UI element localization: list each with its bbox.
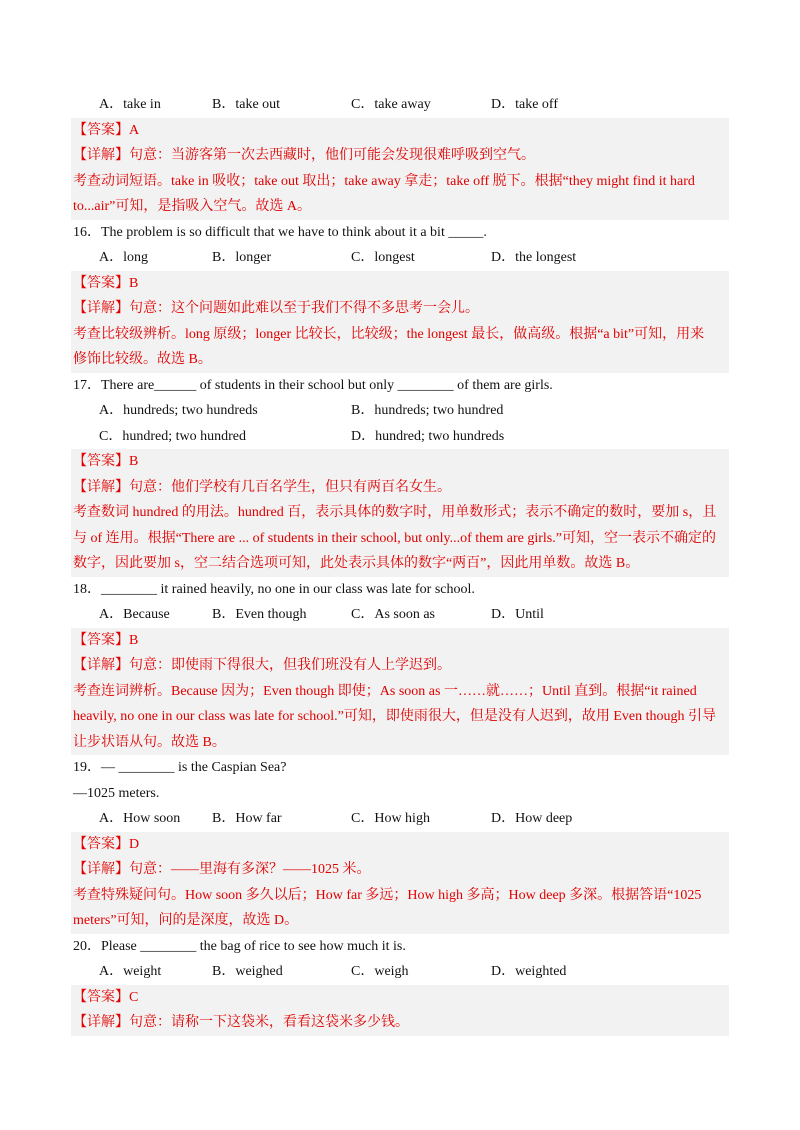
answer-box [71, 118, 729, 220]
answer-box [71, 832, 729, 934]
option-b: B．Even though [212, 607, 307, 622]
answer-line: 【答案】A [73, 122, 140, 138]
explanation-line: 【详解】句意：这个问题如此难以至于我们不得不多思考一会儿。 [73, 301, 479, 316]
question-18: 18．________ it rained heavily, no one in our class was late for school. [73, 581, 475, 597]
answer-box [71, 628, 729, 756]
explanation-line: 【详解】句意：当游客第一次去西藏时，他们可能会发现很难呼吸到空气。 [73, 148, 535, 163]
options-row [73, 959, 727, 985]
option-d: D．weighted [491, 964, 567, 979]
options-row [73, 806, 727, 832]
option-b: B．take out [212, 97, 281, 112]
explanation-line: 【详解】句意：请称一下这袋米，看看这袋米多少钱。 [73, 1015, 409, 1030]
option-a: A．weight [99, 964, 162, 979]
explanation-line: 考查特殊疑问句。How soon 多久以后；How far 多远；How high 多高；How deep 多深。根据答语“1025 [73, 887, 702, 903]
option-c: C．take away [351, 97, 431, 112]
document-page [73, 92, 727, 1036]
explanation-line: 考查动词短语。take in 吸收；take out 取出；take away 拿走；take off 脱下。根据“they might find it hard [73, 173, 695, 189]
option-a: A．Because [99, 607, 170, 622]
option-d: D．hundred; two hundreds [351, 428, 505, 444]
explanation-line: 考查连词辨析。Because 因为；Even though 即使；As soon as 一……就……；Until 直到。根据“it rained [73, 683, 697, 699]
answer-line: 【答案】B [73, 275, 139, 291]
answer-line: 【答案】B [73, 454, 139, 469]
option-c: C．longest [351, 250, 415, 265]
explanation-line: 数字，因此要加 s，空二结合选项可知，此处表示具体的数字“两百”，因此用单数。故选 B。 [73, 556, 640, 571]
option-a: A．long [99, 250, 148, 265]
answer-box [71, 271, 729, 373]
explanation-line: 【详解】句意：即使雨下得很大，但我们班没有人上学迟到。 [73, 658, 451, 673]
option-c: C．weigh [351, 964, 409, 979]
option-b: B．hundreds; two hundred [351, 403, 504, 418]
options-row [73, 424, 727, 450]
option-d: D．Until [491, 607, 544, 622]
explanation-line: meters”可知，问的是深度，故选 D。 [73, 913, 299, 928]
option-c: C．As soon as [351, 607, 436, 622]
options-row [73, 92, 727, 118]
explanation-line: heavily, no one in our class was late for school.”可知，即使雨很大，但是没有人迟到，故用 Even though 引导 [73, 709, 717, 724]
option-d: D．take off [491, 97, 558, 112]
question-19: 19．— ________ is the Caspian Sea? [73, 760, 287, 775]
option-b: B．How far [212, 811, 282, 826]
explanation-line: to...air”可知，是指吸入空气。故选 A。 [73, 199, 311, 214]
answer-line: 【答案】D [73, 836, 140, 852]
explanation-line: 与 of 连用。根据“There are ... of students in their school, but only...of them are girls.”可知，空一表示不确定的 [73, 530, 716, 546]
question-16: 16．The problem is so difficult that we have to think about it a bit _____. [73, 224, 487, 240]
option-a: A．take in [99, 97, 161, 112]
option-a: A．How soon [99, 811, 181, 826]
option-b: B．weighed [212, 964, 283, 979]
question-19-reply: —1025 meters. [73, 785, 160, 801]
answer-line: 【答案】C [73, 989, 139, 1005]
explanation-line: 让步状语从句。故选 B。 [73, 734, 226, 750]
question-17: 17．There are______ of students in their school but only ________ of them are girls. [73, 377, 553, 393]
option-d: D．the longest [491, 250, 577, 265]
option-b: B．longer [212, 250, 272, 265]
option-c: C．How high [351, 811, 430, 826]
explanation-line: 考查数词 hundred 的用法。hundred 百，表示具体的数字时，用单数形式；表示不确定的数时，要加 s，且 [73, 505, 717, 520]
option-a: A．hundreds; two hundreds [99, 403, 258, 418]
answer-box [71, 985, 729, 1036]
explanation-line: 考查比较级辨析。long 原级；longer 比较长，比较级；the longest 最长，做高级。根据“a bit”可知，用来 [73, 326, 705, 342]
explanation-line: 【详解】句意：——里海有多深？——1025 米。 [73, 862, 371, 877]
answer-box [71, 449, 729, 577]
explanation-line: 【详解】句意：他们学校有几百名学生，但只有两百名女生。 [73, 479, 451, 495]
option-d: D．How deep [491, 811, 573, 826]
question-20: 20．Please ________ the bag of rice to see how much it is. [73, 938, 406, 954]
explanation-line: 修饰比较级。故选 B。 [73, 352, 212, 367]
options-row [73, 398, 727, 424]
option-c: C．hundred; two hundred [99, 428, 246, 444]
answer-line: 【答案】B [73, 632, 139, 648]
options-row [73, 245, 727, 271]
options-row [73, 602, 727, 628]
